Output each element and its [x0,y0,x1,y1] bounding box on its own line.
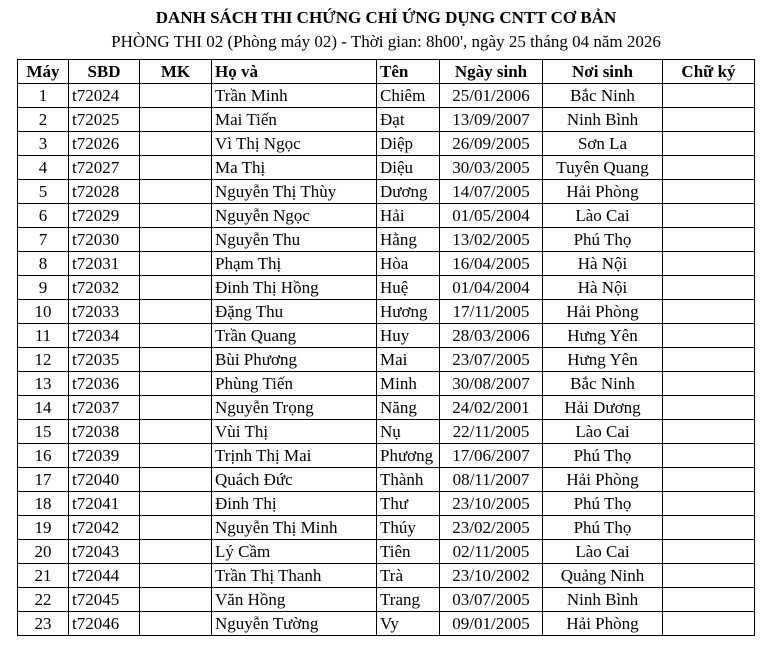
cell-chu-ky [663,372,755,396]
cell-sbd: t72033 [69,300,140,324]
table-row [18,300,755,324]
cell-sbd: t72042 [69,516,140,540]
cell-ten: Hằng [377,228,440,252]
cell-ten: Tiên [377,540,440,564]
cell-sbd: t72025 [69,108,140,132]
cell-noi-sinh: Hà Nội [543,252,663,276]
table-row [18,612,755,636]
cell-noi-sinh: Sơn La [543,132,663,156]
table-row [18,228,755,252]
table-row [18,564,755,588]
cell-ngay-sinh: 30/08/2007 [440,372,543,396]
cell-ten: Hòa [377,252,440,276]
cell-ten: Dương [377,180,440,204]
cell-ho: Phạm Thị [212,252,377,276]
cell-may: 16 [18,444,69,468]
cell-ten: Trà [377,564,440,588]
cell-mk [140,468,212,492]
cell-chu-ky [663,396,755,420]
cell-noi-sinh: Quảng Ninh [543,564,663,588]
cell-mk [140,564,212,588]
cell-noi-sinh: Bắc Ninh [543,372,663,396]
cell-ten: Hương [377,300,440,324]
cell-ten: Vy [377,612,440,636]
cell-ngay-sinh: 09/01/2005 [440,612,543,636]
cell-noi-sinh: Hưng Yên [543,324,663,348]
page-subtitle: PHÒNG THI 02 (Phòng máy 02) - Thời gian: 8h00', ngày 25 tháng 04 năm 2026 [111,32,661,51]
cell-ho: Nguyễn Thu [212,228,377,252]
cell-noi-sinh: Tuyên Quang [543,156,663,180]
cell-chu-ky [663,300,755,324]
cell-may: 7 [18,228,69,252]
table-row [18,396,755,420]
cell-sbd: t72032 [69,276,140,300]
cell-sbd: t72043 [69,540,140,564]
cell-chu-ky [663,252,755,276]
cell-mk [140,228,212,252]
cell-may: 6 [18,204,69,228]
cell-noi-sinh: Hà Nội [543,276,663,300]
cell-mk [140,396,212,420]
cell-may: 19 [18,516,69,540]
cell-mk [140,420,212,444]
cell-chu-ky [663,540,755,564]
cell-ngay-sinh: 28/03/2006 [440,324,543,348]
cell-ten: Diệp [377,132,440,156]
cell-noi-sinh: Phú Thọ [543,492,663,516]
cell-ten: Đạt [377,108,440,132]
table-row [18,516,755,540]
cell-noi-sinh: Phú Thọ [543,516,663,540]
cell-ngay-sinh: 17/06/2007 [440,444,543,468]
cell-chu-ky [663,420,755,444]
cell-mk [140,300,212,324]
cell-ngay-sinh: 23/07/2005 [440,348,543,372]
cell-sbd: t72040 [69,468,140,492]
cell-mk [140,180,212,204]
cell-ho: Vùi Thị [212,420,377,444]
cell-chu-ky [663,492,755,516]
cell-ho: Ma Thị [212,156,377,180]
table-row [18,84,755,108]
table-row [18,372,755,396]
cell-noi-sinh: Hải Phòng [543,300,663,324]
cell-ho: Nguyễn Ngọc [212,204,377,228]
cell-sbd: t72037 [69,396,140,420]
cell-may: 23 [18,612,69,636]
cell-chu-ky [663,156,755,180]
table-row [18,588,755,612]
cell-noi-sinh: Phú Thọ [543,228,663,252]
cell-may: 3 [18,132,69,156]
column-header-ten: Tên [377,60,440,84]
cell-chu-ky [663,468,755,492]
cell-chu-ky [663,132,755,156]
cell-ho: Đặng Thu [212,300,377,324]
cell-ho: Nguyễn Thị Thùy [212,180,377,204]
cell-mk [140,588,212,612]
cell-noi-sinh: Lào Cai [543,204,663,228]
cell-sbd: t72041 [69,492,140,516]
cell-ten: Trang [377,588,440,612]
cell-noi-sinh: Hưng Yên [543,348,663,372]
cell-sbd: t72027 [69,156,140,180]
cell-chu-ky [663,180,755,204]
cell-ho: Trần Thị Thanh [212,564,377,588]
table-body [18,84,755,636]
cell-sbd: t72024 [69,84,140,108]
column-header-may: Máy [18,60,69,84]
cell-mk [140,612,212,636]
cell-mk [140,516,212,540]
cell-mk [140,444,212,468]
cell-noi-sinh: Hải Phòng [543,468,663,492]
table-row [18,468,755,492]
cell-ho: Văn Hồng [212,588,377,612]
cell-ngay-sinh: 25/01/2006 [440,84,543,108]
cell-ho: Trịnh Thị Mai [212,444,377,468]
cell-ten: Hải [377,204,440,228]
cell-ngay-sinh: 01/05/2004 [440,204,543,228]
candidate-table [17,59,755,636]
cell-mk [140,132,212,156]
cell-noi-sinh: Phú Thọ [543,444,663,468]
cell-chu-ky [663,444,755,468]
cell-mk [140,276,212,300]
cell-sbd: t72031 [69,252,140,276]
cell-noi-sinh: Lào Cai [543,420,663,444]
cell-ngay-sinh: 02/11/2005 [440,540,543,564]
table-row [18,108,755,132]
cell-may: 9 [18,276,69,300]
cell-chu-ky [663,108,755,132]
cell-chu-ky [663,324,755,348]
cell-may: 8 [18,252,69,276]
cell-chu-ky [663,84,755,108]
cell-ten: Diệu [377,156,440,180]
cell-sbd: t72030 [69,228,140,252]
cell-ho: Nguyễn Thị Minh [212,516,377,540]
cell-ngay-sinh: 16/04/2005 [440,252,543,276]
cell-may: 21 [18,564,69,588]
table-row [18,204,755,228]
cell-chu-ky [663,516,755,540]
cell-ho: Quách Đức [212,468,377,492]
cell-may: 12 [18,348,69,372]
cell-ho: Trần Minh [212,84,377,108]
table-row [18,444,755,468]
cell-ten: Huy [377,324,440,348]
cell-noi-sinh: Hải Phòng [543,612,663,636]
cell-ngay-sinh: 24/02/2001 [440,396,543,420]
cell-ten: Thành [377,468,440,492]
column-header-chu-ky: Chữ ký [663,60,755,84]
cell-mk [140,204,212,228]
table-row [18,540,755,564]
cell-sbd: t72028 [69,180,140,204]
cell-ngay-sinh: 22/11/2005 [440,420,543,444]
cell-mk [140,372,212,396]
table-row [18,420,755,444]
cell-chu-ky [663,276,755,300]
cell-ten: Phương [377,444,440,468]
cell-ngay-sinh: 23/10/2005 [440,492,543,516]
table-row [18,324,755,348]
cell-may: 18 [18,492,69,516]
cell-mk [140,492,212,516]
cell-ten: Năng [377,396,440,420]
cell-ten: Chiêm [377,84,440,108]
cell-ten: Huệ [377,276,440,300]
cell-may: 20 [18,540,69,564]
cell-ngay-sinh: 26/09/2005 [440,132,543,156]
cell-may: 15 [18,420,69,444]
cell-ngay-sinh: 13/02/2005 [440,228,543,252]
cell-chu-ky [663,348,755,372]
cell-may: 5 [18,180,69,204]
cell-sbd: t72035 [69,348,140,372]
cell-sbd: t72046 [69,612,140,636]
cell-may: 2 [18,108,69,132]
cell-sbd: t72026 [69,132,140,156]
cell-ngay-sinh: 13/09/2007 [440,108,543,132]
cell-mk [140,84,212,108]
cell-noi-sinh: Bắc Ninh [543,84,663,108]
cell-may: 13 [18,372,69,396]
table-row [18,276,755,300]
page-title: DANH SÁCH THI CHỨNG CHỈ ỨNG DỤNG CNTT CƠ BẢN [155,8,617,27]
cell-mk [140,252,212,276]
cell-ngay-sinh: 03/07/2005 [440,588,543,612]
cell-may: 1 [18,84,69,108]
table-header-row [18,60,755,84]
cell-may: 22 [18,588,69,612]
cell-ho: Trần Quang [212,324,377,348]
cell-mk [140,156,212,180]
cell-ho: Bùi Phương [212,348,377,372]
cell-ho: Lý Cầm [212,540,377,564]
column-header-sbd: SBD [69,60,140,84]
cell-ngay-sinh: 08/11/2007 [440,468,543,492]
table-row [18,348,755,372]
cell-ngay-sinh: 30/03/2005 [440,156,543,180]
cell-noi-sinh: Hải Dương [543,396,663,420]
cell-sbd: t72045 [69,588,140,612]
table-row [18,180,755,204]
cell-ho: Phùng Tiến [212,372,377,396]
cell-chu-ky [663,588,755,612]
cell-sbd: t72029 [69,204,140,228]
cell-noi-sinh: Hải Phòng [543,180,663,204]
cell-noi-sinh: Lào Cai [543,540,663,564]
cell-mk [140,540,212,564]
cell-ngay-sinh: 14/07/2005 [440,180,543,204]
cell-mk [140,324,212,348]
cell-may: 11 [18,324,69,348]
cell-may: 17 [18,468,69,492]
cell-ho: Vì Thị Ngọc [212,132,377,156]
table-row [18,252,755,276]
cell-chu-ky [663,204,755,228]
column-header-ho: Họ và [212,60,377,84]
cell-ho: Mai Tiến [212,108,377,132]
table-row [18,132,755,156]
cell-mk [140,348,212,372]
cell-ho: Đinh Thị Hồng [212,276,377,300]
column-header-ngay-sinh: Ngày sinh [440,60,543,84]
column-header-mk: MK [140,60,212,84]
cell-ten: Thư [377,492,440,516]
cell-ten: Mai [377,348,440,372]
cell-sbd: t72034 [69,324,140,348]
cell-may: 10 [18,300,69,324]
cell-ngay-sinh: 23/02/2005 [440,516,543,540]
cell-ho: Nguyễn Tường [212,612,377,636]
cell-ho: Nguyễn Trọng [212,396,377,420]
cell-chu-ky [663,612,755,636]
table-row [18,492,755,516]
cell-sbd: t72038 [69,420,140,444]
cell-may: 4 [18,156,69,180]
cell-ten: Nụ [377,420,440,444]
cell-noi-sinh: Ninh Bình [543,108,663,132]
cell-chu-ky [663,228,755,252]
cell-ten: Minh [377,372,440,396]
cell-ngay-sinh: 17/11/2005 [440,300,543,324]
cell-noi-sinh: Ninh Bình [543,588,663,612]
cell-ngay-sinh: 01/04/2004 [440,276,543,300]
cell-ngay-sinh: 23/10/2002 [440,564,543,588]
table-row [18,156,755,180]
cell-sbd: t72039 [69,444,140,468]
column-header-noi-sinh: Nơi sinh [543,60,663,84]
cell-sbd: t72036 [69,372,140,396]
cell-may: 14 [18,396,69,420]
cell-chu-ky [663,564,755,588]
cell-mk [140,108,212,132]
cell-ten: Thúy [377,516,440,540]
cell-ho: Đinh Thị [212,492,377,516]
cell-sbd: t72044 [69,564,140,588]
